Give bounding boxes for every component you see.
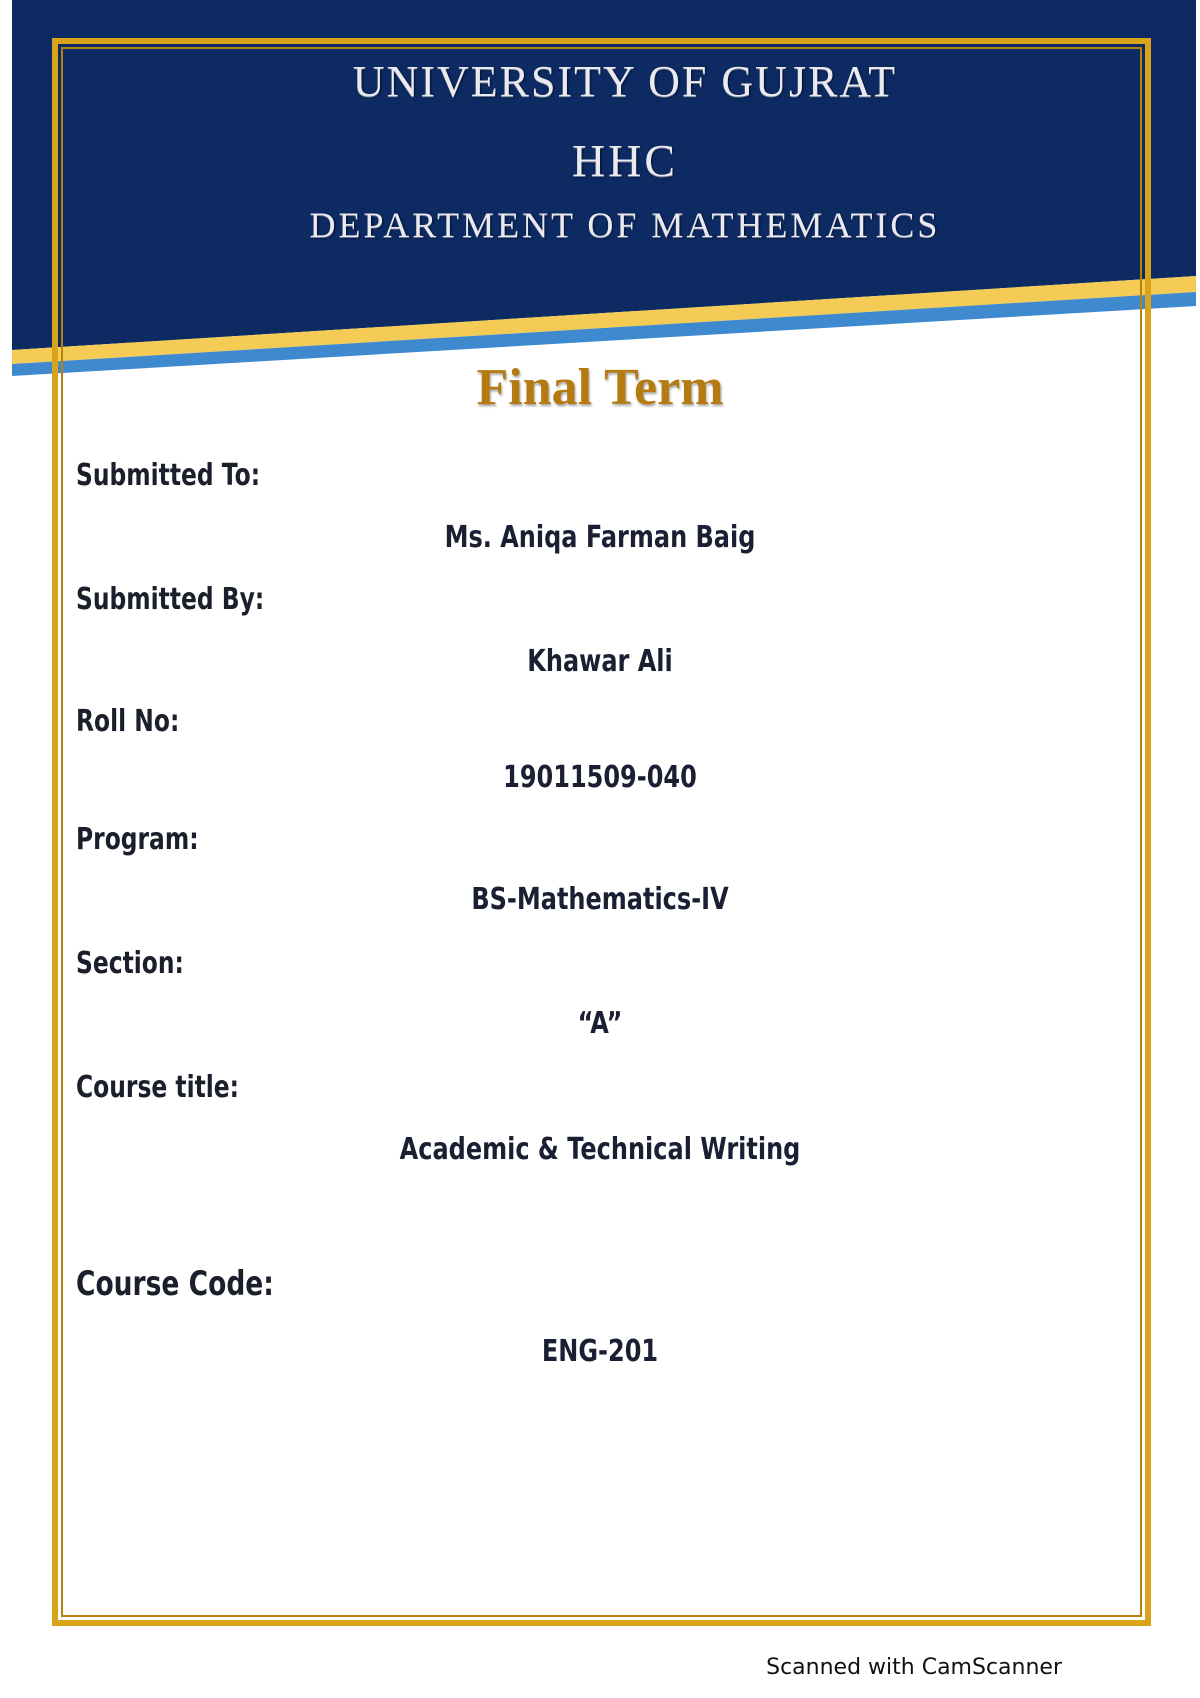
course-title-value: Academic & Technical Writing: [399, 1132, 801, 1167]
university-name: UNIVERSITY OF GUJRAT: [352, 57, 898, 106]
roll-no-value: 19011509-040: [503, 760, 697, 795]
course-title-label: Course title:: [76, 1070, 240, 1105]
department-name: DEPARTMENT OF MATHEMATICS: [309, 205, 941, 245]
course-code-value: ENG-201: [541, 1334, 659, 1369]
program-label: Program:: [76, 822, 199, 857]
submitted-by-value: Khawar Ali: [527, 644, 673, 679]
page-title: Final Term: [476, 359, 724, 416]
section-label: Section:: [76, 946, 184, 981]
section-value: “A”: [577, 1006, 623, 1041]
submitted-to-value: Ms. Aniqa Farman Baig: [444, 520, 756, 555]
submitted-to-label: Submitted To:: [76, 458, 261, 493]
course-code-label: Course Code:: [76, 1264, 274, 1304]
scanner-watermark: Scanned with CamScanner: [766, 1655, 1062, 1680]
program-value: BS-Mathematics-IV: [471, 882, 729, 917]
campus-name: HHC: [571, 135, 679, 186]
roll-no-label: Roll No:: [76, 704, 180, 739]
submitted-by-label: Submitted By:: [76, 582, 265, 617]
